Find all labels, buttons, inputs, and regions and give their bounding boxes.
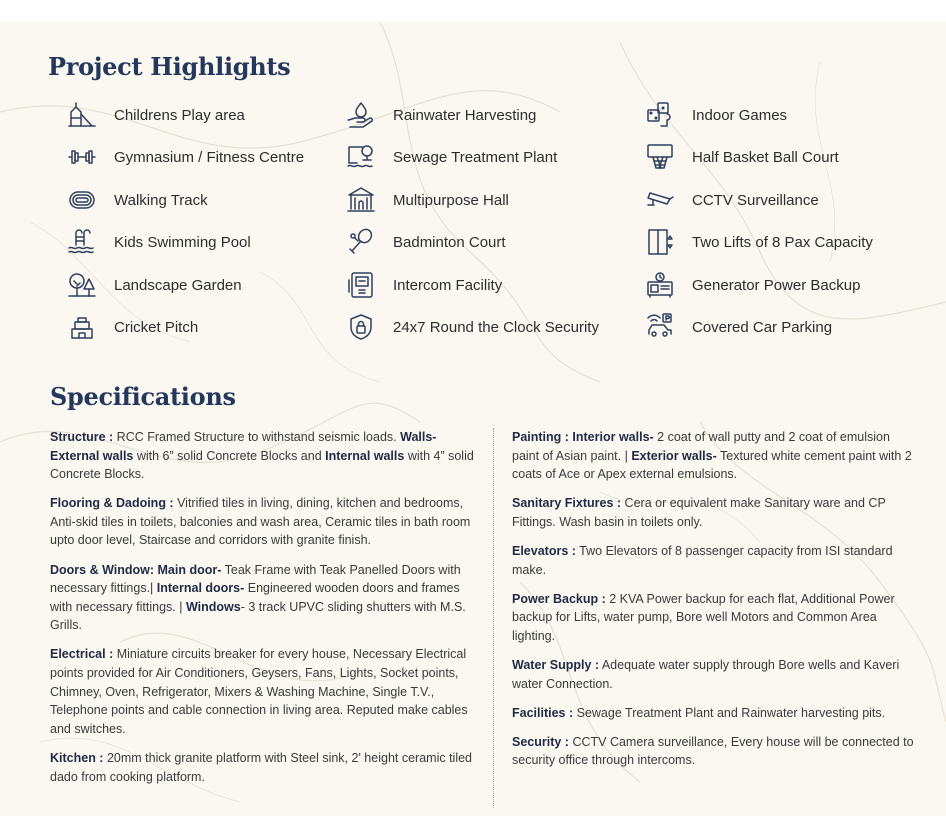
highlight-label: Two Lifts of 8 Pax Capacity (692, 233, 873, 251)
highlight-label: 24x7 Round the Clock Security (393, 318, 599, 336)
highlight-label: Rainwater Harvesting (393, 106, 537, 124)
spec-text: Engineered wooden doors and frames with necessary fittings. | (50, 581, 460, 614)
spec-text: Teak Frame with Teak Panelled Doors with necessary fittings.| (50, 562, 461, 596)
spec-paragraph (512, 733, 914, 770)
highlight-item (64, 184, 208, 216)
spec-paragraph (50, 749, 478, 786)
highlight-item (343, 311, 599, 343)
highlight-label: Walking Track (114, 191, 208, 209)
spec-label: Sanitary Fixtures : (512, 496, 622, 511)
highlight-item (343, 269, 503, 301)
intercom-icon (343, 269, 379, 301)
track-icon (64, 184, 100, 216)
highlight-item (64, 226, 251, 258)
spec-label: Water Supply : (512, 657, 600, 672)
spec-text: Miniature circuits breaker for every house, Necessary Electrical points provided for Air Conditioners, Geysers, Fans, Lights, Socket points, Chimney, Oven, Refrigerator, Mixers & Washing Machine, Single T.V., Telephone points and cable connection in living area. Reputed make cables and switches. (50, 647, 468, 736)
pool-icon (64, 226, 100, 258)
spec-label: Internal doors- (156, 581, 245, 596)
highlight-label: Sewage Treatment Plant (393, 148, 558, 166)
highlight-item (64, 269, 242, 301)
highlight-label: Intercom Facility (393, 276, 503, 294)
highlight-item (343, 99, 537, 131)
spec-text: Sewage Treatment Plant and Rainwater harvesting pits. (573, 705, 886, 720)
spec-paragraph (512, 590, 914, 646)
spec-paragraph (512, 704, 914, 723)
specifications-heading: Specifications (50, 382, 236, 411)
highlight-item (64, 141, 305, 173)
rainwater-icon (343, 99, 379, 131)
specifications-left-column (50, 428, 478, 797)
spec-label: Exterior walls- (631, 448, 717, 463)
spec-label: Windows (185, 599, 241, 614)
lift-icon (642, 226, 678, 258)
highlight-label: CCTV Surveillance (692, 191, 819, 209)
spec-paragraph (512, 542, 914, 579)
highlight-label: Generator Power Backup (692, 276, 861, 294)
project-highlights-heading: Project Highlights (48, 52, 291, 81)
highlight-item (642, 99, 788, 131)
highlight-label: Covered Car Parking (692, 318, 833, 336)
highlight-item (642, 226, 873, 258)
highlight-label: Indoor Games (692, 106, 788, 124)
highlight-label: Landscape Garden (114, 276, 242, 294)
specifications-right-column (512, 428, 914, 780)
highlight-item (343, 184, 509, 216)
cricket-icon (64, 311, 100, 343)
spec-label: Kitchen : (50, 750, 104, 765)
highlight-label: Kids Swimming Pool (114, 233, 251, 251)
highlight-item (642, 311, 833, 343)
spec-paragraph (50, 494, 478, 550)
highlight-item (642, 141, 839, 173)
spec-text: Two Elevators of 8 passenger capacity from ISI standard make. (512, 543, 893, 577)
playground-icon (64, 99, 100, 131)
spec-label: Doors & Window: Main door- (50, 562, 222, 577)
highlight-item (343, 226, 506, 258)
dice-icon (642, 99, 678, 131)
spec-text: Adequate water supply through Bore wells and Kaveri water Connection. (512, 657, 900, 691)
highlight-label: Multipurpose Hall (393, 191, 509, 209)
hall-icon (343, 184, 379, 216)
cctv-icon (642, 184, 678, 216)
highlight-item (64, 311, 199, 343)
highlight-label: Childrens Play area (114, 106, 245, 124)
highlight-item (642, 184, 819, 216)
highlight-label: Half Basket Ball Court (692, 148, 839, 166)
sewage-icon (343, 141, 379, 173)
spec-text: with 6” solid Concrete Blocks and (133, 448, 326, 463)
basketball-hoop-icon (642, 141, 678, 173)
highlight-item (64, 99, 245, 131)
spec-label: Walls- External walls (50, 430, 437, 463)
spec-label: Electrical : (50, 647, 114, 662)
spec-text: 2 coat of wall putty and 2 coat of emulsion paint of Asian paint. | (512, 430, 890, 463)
generator-icon (642, 269, 678, 301)
highlight-label: Cricket Pitch (114, 318, 199, 336)
dumbbell-icon (64, 141, 100, 173)
spec-paragraph (50, 645, 478, 738)
spec-text: - 3 track UPVC sliding shutters with M.S. Grills. (50, 599, 466, 633)
highlights-grid (0, 0, 946, 360)
highlight-label: Gymnasium / Fitness Centre (114, 148, 305, 166)
spec-text: Cera or equivalent make Sanitary ware and CP Fittings. Wash basin in toilets only. (512, 496, 886, 529)
spec-label: Security : (512, 734, 569, 749)
column-divider (493, 428, 494, 808)
spec-paragraph (512, 656, 914, 693)
spec-label: Structure : (50, 430, 114, 444)
spec-label: Facilities : (512, 705, 574, 720)
spec-text: CCTV Camera surveillance, Every house will be connected to security office through intercoms. (512, 734, 914, 768)
spec-text: 20mm thick granite platform with Steel sink, 2' height ceramic tiled dado from cooking platform. (50, 750, 472, 784)
spec-text: RCC Framed Structure to withstand seismic loads. (113, 430, 401, 444)
spec-label: Flooring & Dadoing : (50, 496, 174, 511)
highlight-label: Badminton Court (393, 233, 506, 251)
spec-paragraph (512, 494, 914, 531)
spec-paragraph (50, 561, 478, 635)
badminton-icon (343, 226, 379, 258)
highlight-item (343, 141, 558, 173)
spec-label: Internal walls (325, 448, 405, 463)
security-shield-icon (343, 311, 379, 343)
spec-label: Painting : Interior walls- (512, 430, 654, 444)
car-parking-icon (642, 311, 678, 343)
highlight-item (642, 269, 861, 301)
spec-text: Vitrified tiles in living, dining, kitchen and bedrooms, Anti-skid tiles in toilets, balconies and wash area, Ceramic tiles in bath room upto door level, Staircase and corridors with granite finish. (50, 496, 471, 548)
spec-text: 2 KVA Power backup for each flat, Additional Power backup for Lifts, water pump, Bore well Motors and Common Area lighting. (512, 591, 895, 643)
spec-paragraph (512, 428, 914, 484)
spec-text: with 4” solid Concrete Blocks. (50, 448, 474, 482)
spec-text: Textured white cement paint with 2 coats of Ace or Apex external emulsions. (512, 448, 912, 482)
spec-paragraph (50, 428, 478, 484)
spec-label: Elevators : (512, 543, 576, 558)
trees-icon (64, 269, 100, 301)
spec-label: Power Backup : (512, 591, 606, 606)
